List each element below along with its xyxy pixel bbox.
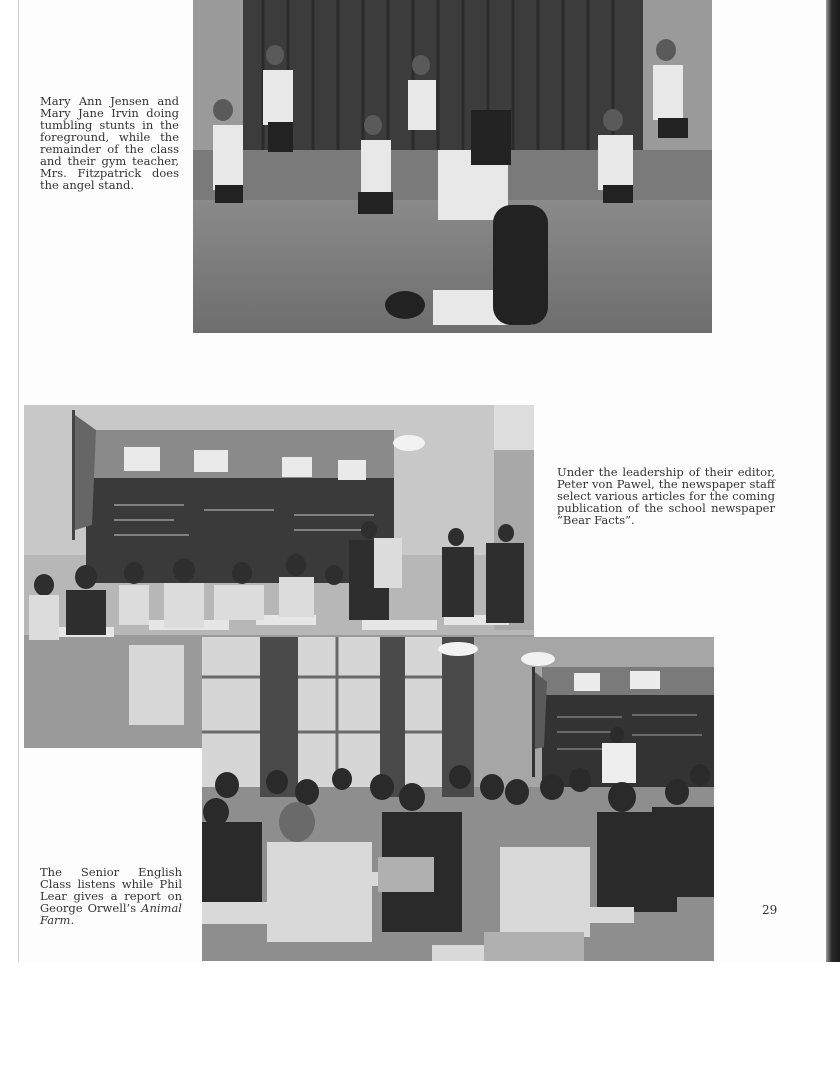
page-number: 29	[762, 903, 778, 917]
gym-tumbling-photo	[193, 0, 712, 333]
book-spine-shadow	[826, 0, 840, 962]
gym-photo-caption: Mary Ann Jensen and Mary Jane Irvin doing tumbling stunts in the foreground, while the remainder of the class and their gym teacher, Mrs. Fitzpatrick does the angel stand.	[40, 94, 179, 192]
english-class-caption	[40, 866, 182, 926]
book-title: Animal Farm	[40, 901, 182, 927]
english-caption-text: The Senior English Class listens while Phil Lear gives a report on George Orwell’s	[40, 865, 182, 915]
newspaper-photo-caption: Under the leadership of their editor, Peter von Pawel, the newspaper staff select various articles for the coming publication of the school newspaper “Bear Facts”.	[557, 465, 775, 527]
english-caption-end: .	[70, 913, 75, 927]
english-class-photo	[202, 637, 714, 961]
